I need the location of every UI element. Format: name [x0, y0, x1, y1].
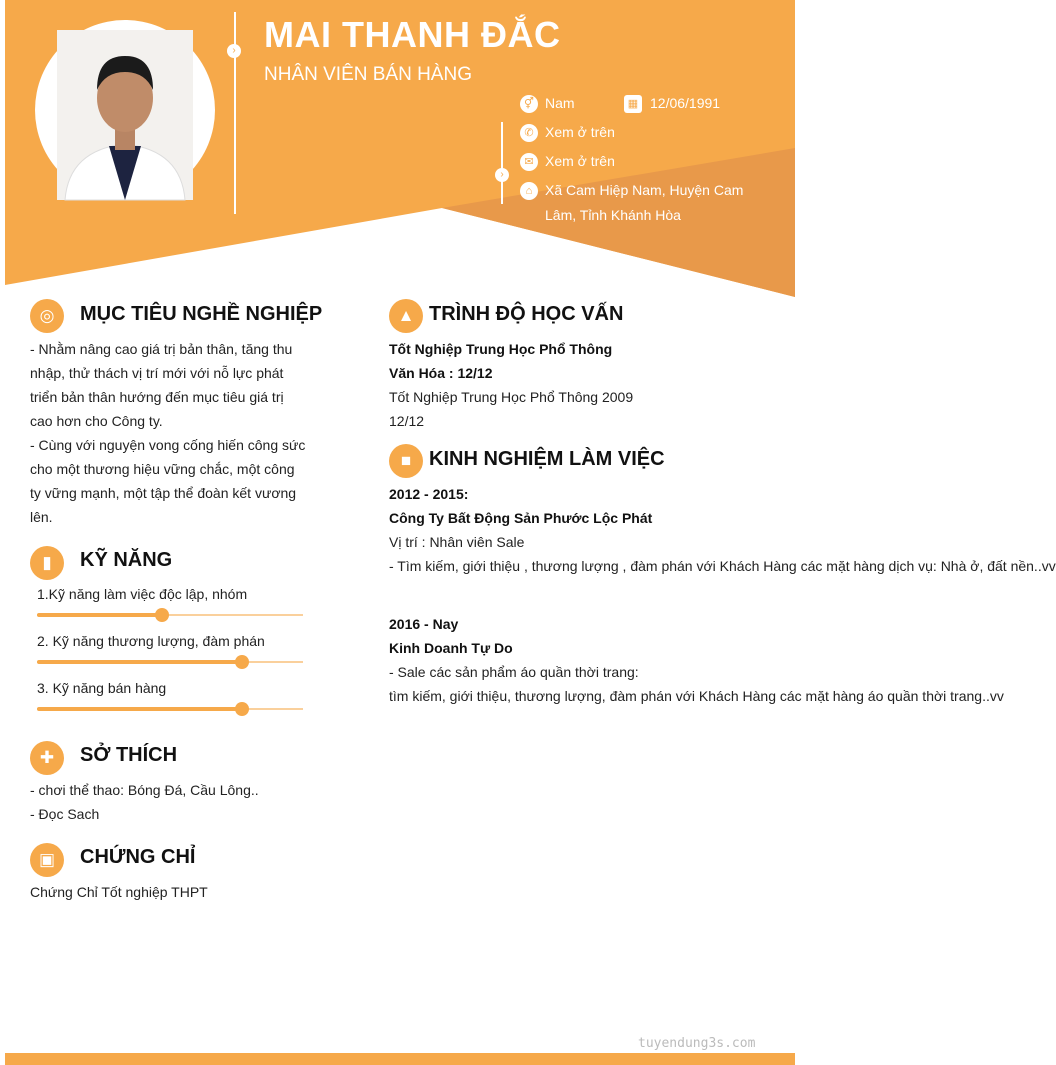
calendar-icon: ▦ — [624, 95, 642, 113]
job-role: Vị trí : Nhân viên Sale — [389, 534, 525, 550]
education-detail: 12/12 — [389, 413, 425, 429]
gender-icon: ⚥ — [520, 95, 538, 113]
job-period: 2012 - 2015: — [389, 486, 469, 502]
objective-line: - Nhằm nâng cao giá trị bản thân, tăng thu — [30, 341, 293, 357]
skills-title: KỸ NĂNG — [80, 549, 173, 571]
objective-text — [30, 337, 305, 529]
address-value — [545, 178, 743, 228]
education-detail: Tốt Nghiệp Trung Học Phổ Thông 2009 — [389, 389, 634, 405]
experience-title: KINH NGHIỆM LÀM VIỆC — [429, 448, 665, 470]
skill-level-knob — [155, 608, 169, 622]
address-line: Xã Cam Hiệp Nam, Huyện Cam — [545, 182, 744, 198]
chevron-right-icon: › — [495, 168, 509, 182]
briefcase-icon: ■ — [389, 444, 423, 478]
skill-label: 1.Kỹ năng làm việc độc lập, nhóm — [37, 586, 248, 602]
objective-line: - Cùng với nguyện vong cống hiến công sức — [30, 437, 306, 453]
address-line: Lâm, Tỉnh Khánh Hòa — [545, 207, 681, 223]
job-company: Công Ty Bất Động Sản Phước Lộc Phát — [389, 510, 653, 526]
job-description: - Tìm kiếm, giới thiệu , thương lượng , đàm phán với Khách Hàng các mặt hàng dịch vụ: Nhà ở, đất nền..vv — [389, 558, 1056, 574]
objective-line: cho một thương hiệu vững chắc, một công — [30, 461, 295, 477]
hobby-line: - chơi thể thao: Bóng Đá, Cầu Lông.. — [30, 782, 259, 798]
hobbies-text — [30, 778, 259, 826]
objective-line: cao hơn cho Công ty. — [30, 413, 163, 429]
skill-fill — [37, 613, 162, 617]
certificates-text — [30, 880, 208, 904]
graduation-cap-icon: ▲ — [389, 299, 423, 333]
certificates-title: CHỨNG CHỈ — [80, 846, 196, 868]
candidate-name: MAI THANH ĐẮC — [264, 14, 561, 55]
job-description: tìm kiếm, giới thiệu, thương lượng, đàm phán với Khách Hàng các mặt hàng áo quần thời trang..vv — [389, 688, 1004, 704]
watermark: tuyendung3s.com — [638, 1036, 756, 1051]
job-period: 2016 - Nay — [389, 616, 459, 632]
gender-value: Nam — [545, 95, 575, 111]
home-icon: ⌂ — [520, 182, 538, 200]
objective-line: ty vững mạnh, một tập thể đoàn kết vương — [30, 485, 297, 501]
objective-line: triển bản thân hướng đến mục tiêu giá trị — [30, 389, 284, 405]
objective-title: MỤC TIÊU NGHỀ NGHIỆP — [80, 303, 323, 325]
experience-job — [389, 482, 1056, 578]
profile-photo — [35, 20, 215, 200]
chevron-right-icon: › — [227, 44, 241, 58]
target-icon: ◎ — [30, 299, 64, 333]
skill-fill — [37, 707, 242, 711]
skill-label: 3. Kỹ năng bán hàng — [37, 680, 167, 696]
bar-chart-icon: ▮ — [30, 546, 64, 580]
skill-label: 2. Kỹ năng thương lượng, đàm phán — [37, 633, 265, 649]
education-title: TRÌNH ĐỘ HỌC VẤN — [429, 303, 624, 325]
phone-value: Xem ở trên — [545, 124, 615, 140]
avatar — [35, 20, 215, 200]
skill-level-knob — [235, 702, 249, 716]
certificate-line: Chứng Chỉ Tốt nghiệp THPT — [30, 884, 208, 900]
footer-bar — [5, 1053, 795, 1065]
objective-line: nhập, thử thách vị trí mới với nỗ lực phát — [30, 365, 284, 381]
objective-line: lên. — [30, 509, 53, 525]
gamepad-icon: ✚ — [30, 741, 64, 775]
experience-job — [389, 612, 1004, 708]
skill-fill — [37, 660, 242, 664]
job-role: - Sale các sản phẩm áo quần thời trang: — [389, 664, 639, 680]
certificate-icon: ▣ — [30, 843, 64, 877]
education-degree: Văn Hóa : 12/12 — [389, 365, 493, 381]
email-icon: ✉ — [520, 153, 538, 171]
phone-icon: ✆ — [520, 124, 538, 142]
hobbies-title: SỞ THÍCH — [80, 744, 178, 766]
birthday-value: 12/06/1991 — [650, 95, 721, 111]
education-school: Tốt Nghiệp Trung Học Phổ Thông — [389, 341, 613, 357]
job-title: NHÂN VIÊN BÁN HÀNG — [264, 64, 472, 85]
header-divider — [234, 12, 236, 214]
email-value: Xem ở trên — [545, 153, 615, 169]
education-text — [389, 337, 633, 433]
hobby-line: - Đọc Sach — [30, 806, 100, 822]
job-company: Kinh Doanh Tự Do — [389, 640, 513, 656]
skill-level-knob — [235, 655, 249, 669]
contact-divider — [501, 122, 503, 204]
